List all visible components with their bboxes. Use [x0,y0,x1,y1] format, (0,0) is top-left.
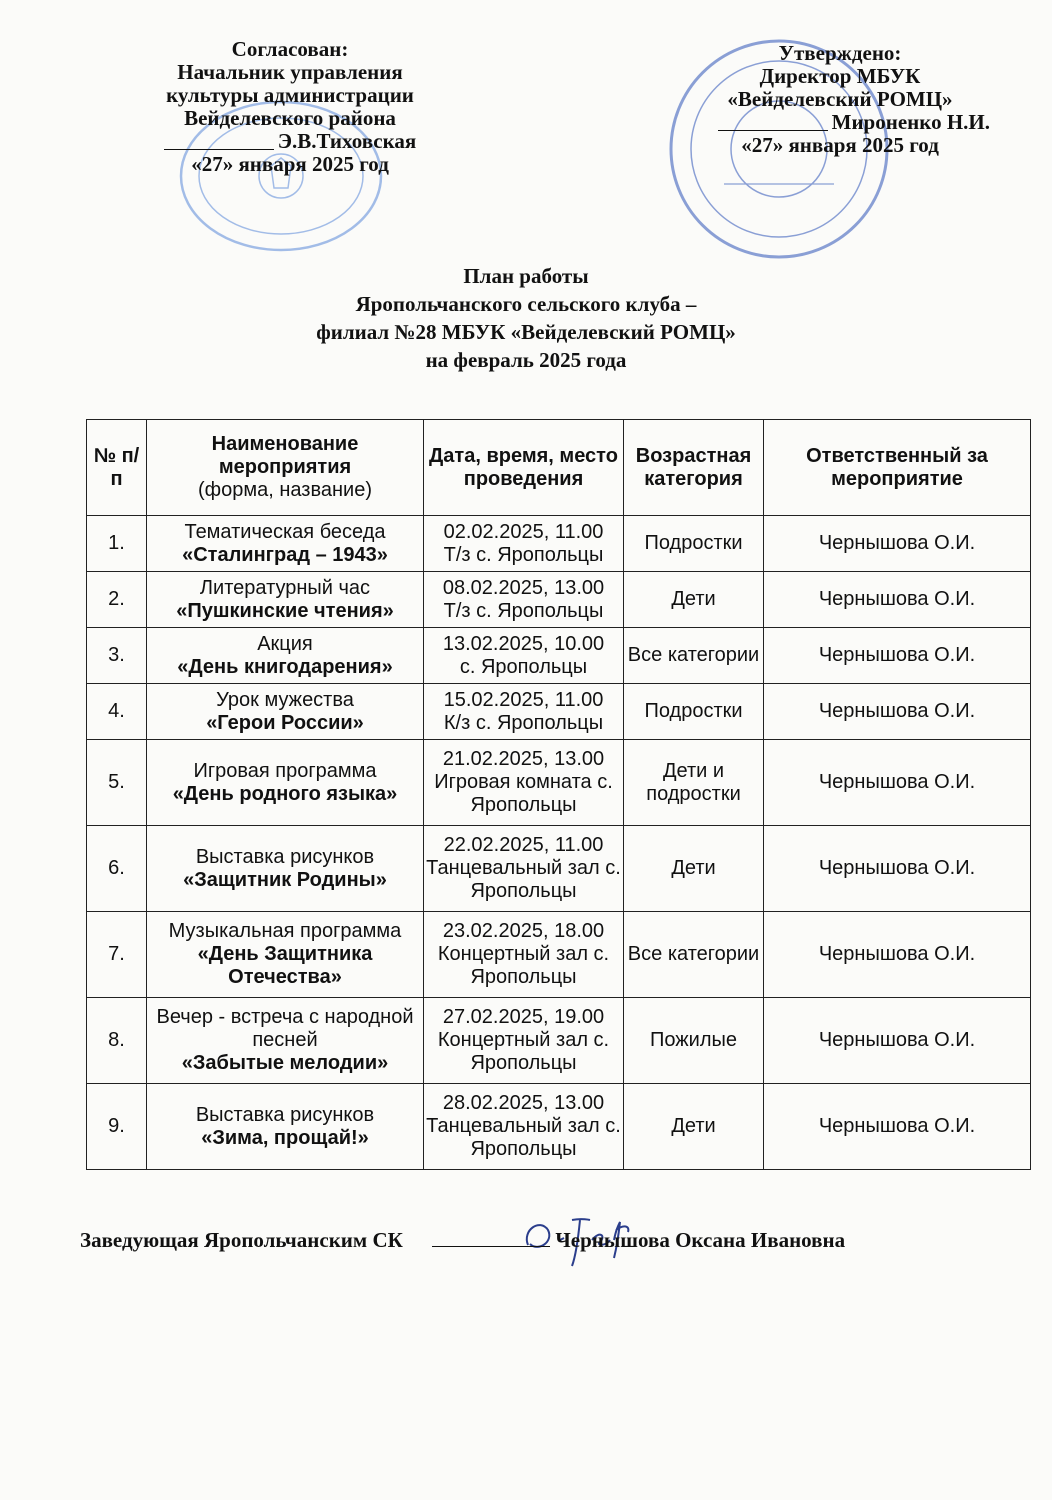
event-title: «Пушкинские чтения» [176,599,394,622]
event-title: «Защитник Родины» [183,868,387,891]
header-date: Дата, время, место проведения [424,420,624,516]
cell-num: 5. [87,740,147,826]
event-place: Т/з с. Яропольцы [443,543,604,566]
cell-event [147,572,424,628]
event-place: Концертный зал с. Яропольцы [437,943,610,988]
title-line: План работы [463,264,589,288]
footer-signature-line [80,1228,1040,1253]
event-form: Музыкальная программа [168,920,402,942]
approval-right-line: Утверждено: [778,41,902,65]
header-name-label: Наименование мероприятия [211,433,359,478]
cell-num: 8. [87,998,147,1084]
cell-num: 9. [87,1084,147,1170]
events-table [86,419,1031,1170]
footer-position: Заведующая Яропольчанским СК [80,1228,403,1252]
header-resp: Ответственный за мероприятие [764,420,1031,516]
approval-left-line: Начальник управления [177,60,403,84]
cell-age: Подростки [624,516,764,572]
table-row [87,912,1031,998]
event-date: 08.02.2025, 13.00 [442,576,605,599]
header-num: № п/п [87,420,147,516]
event-form: Тематическая беседа [184,520,386,543]
cell-num: 3. [87,628,147,684]
event-date: 27.02.2025, 19.00 [442,1006,605,1028]
cell-datetime [424,998,624,1084]
event-place: Концертный зал с. Яропольцы [437,1029,610,1074]
table-row [87,1084,1031,1170]
header-age: Возрастная категория [624,420,764,516]
cell-responsible: Чернышова О.И. [764,516,1031,572]
approval-block-left [140,38,440,176]
approval-left-line: Вейделевского района [184,106,396,130]
table-row [87,684,1031,740]
event-title: «День родного языка» [172,782,398,805]
event-title: «Забытые мелодии» [181,1052,389,1074]
cell-age: Дети [624,572,764,628]
cell-datetime [424,1084,624,1170]
cell-event [147,684,424,740]
cell-responsible: Чернышова О.И. [764,628,1031,684]
approval-left-date: «27» января 2025 год [191,152,389,176]
cell-num: 7. [87,912,147,998]
event-form: Литературный час [199,576,371,599]
cell-event [147,998,424,1084]
cell-responsible: Чернышова О.И. [764,912,1031,998]
event-title: «День Защитника Отечества» [197,943,373,988]
cell-responsible: Чернышова О.И. [764,998,1031,1084]
cell-datetime [424,912,624,998]
cell-age: Дети [624,826,764,912]
cell-responsible: Чернышова О.И. [764,740,1031,826]
event-date: 13.02.2025, 10.00 [442,632,605,655]
event-place: Танцевальный зал с. Яропольцы [426,857,621,902]
approval-right-line: «Вейделевский РОМЦ» [727,87,953,111]
table-row [87,740,1031,826]
table-row [87,826,1031,912]
event-form: Игровая программа [193,759,377,782]
cell-responsible: Чернышова О.И. [764,1084,1031,1170]
event-place: К/з с. Яропольцы [443,711,604,734]
cell-num: 4. [87,684,147,740]
table-row [87,516,1031,572]
cell-event [147,826,424,912]
event-title: «Сталинград – 1943» [182,543,388,566]
event-date: 02.02.2025, 11.00 [443,520,604,543]
event-date: 22.02.2025, 11.00 [443,834,604,856]
table-row [87,628,1031,684]
cell-event [147,1084,424,1170]
event-date: 28.02.2025, 13.00 [442,1092,605,1114]
cell-event [147,516,424,572]
approval-right-name: Мироненко Н.И. [831,110,990,134]
cell-responsible: Чернышова О.И. [764,684,1031,740]
event-form: Выставка рисунков [195,1103,375,1126]
event-form: Урок мужества [216,688,354,711]
approval-right-date: «27» января 2025 год [741,133,939,157]
cell-event [147,740,424,826]
document-title [0,262,1052,374]
cell-responsible: Чернышова О.И. [764,826,1031,912]
table-row [87,572,1031,628]
table-row [87,998,1031,1084]
cell-datetime [424,572,624,628]
event-place: Т/з с. Яропольцы [443,599,604,622]
header-name [147,420,424,516]
title-line: на февраль 2025 года [425,348,627,372]
header-name-note: (форма, название) [198,479,372,501]
signature-line [164,131,274,150]
event-title: «Герои России» [206,711,364,734]
event-place: Танцевальный зал с. Яропольцы [426,1115,621,1160]
cell-age: Пожилые [624,998,764,1084]
table-header-row [87,420,1031,516]
approval-left-line: культуры администрации [166,83,414,107]
event-form: Вечер - встреча с народной песней [156,1006,414,1051]
cell-datetime [424,684,624,740]
cell-age: Подростки [624,684,764,740]
title-line: филиал №28 МБУК «Вейделевский РОМЦ» [316,320,736,344]
cell-age: Дети и подростки [624,740,764,826]
cell-num: 6. [87,826,147,912]
cell-event [147,628,424,684]
event-date: 15.02.2025, 11.00 [443,688,604,711]
signature-blank [432,1230,550,1247]
event-place: с. Яропольцы [459,655,588,678]
cell-datetime [424,740,624,826]
cell-age: Все категории [624,912,764,998]
footer-name: Чернышова Оксана Ивановна [555,1228,846,1252]
signature-line [718,112,828,131]
cell-responsible: Чернышова О.И. [764,572,1031,628]
event-title: «Зима, прощай!» [201,1126,369,1149]
event-form: Акция [257,632,313,655]
approval-left-line: Согласован: [231,37,349,61]
cell-event [147,912,424,998]
event-title: «День книгодарения» [177,655,393,678]
approval-block-right [690,42,990,157]
approval-left-name: Э.В.Тиховская [277,129,417,153]
cell-num: 1. [87,516,147,572]
approval-right-line: Директор МБУК [759,64,921,88]
title-line: Яропольчанского сельского клуба – [355,292,697,316]
cell-age: Все категории [624,628,764,684]
cell-datetime [424,826,624,912]
cell-datetime [424,516,624,572]
cell-num: 2. [87,572,147,628]
cell-age: Дети [624,1084,764,1170]
event-place: Игровая комната с. Яропольцы [434,771,613,816]
event-date: 23.02.2025, 18.00 [442,920,605,942]
cell-datetime [424,628,624,684]
event-form: Выставка рисунков [195,845,375,868]
event-date: 21.02.2025, 13.00 [442,748,605,770]
